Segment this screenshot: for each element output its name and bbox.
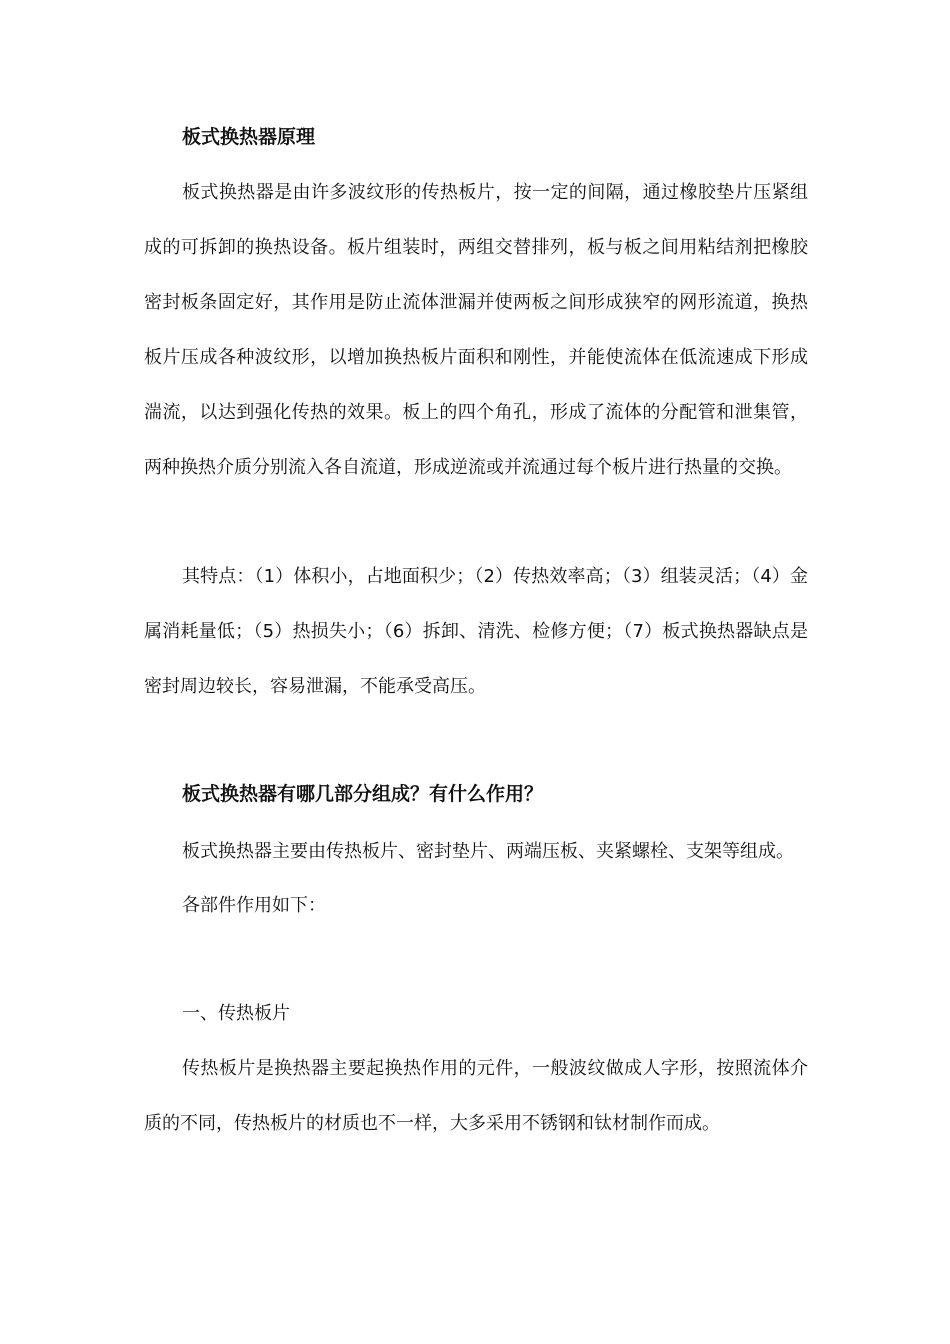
paragraph-principle-description: 板式换热器是由许多波纹形的传热板片，按一定的间隔，通过橡胶垫片压紧组成的可拆卸的换热设备。板片组装时，两组交替排列，板与板之间用粘结剂把橡胶密封板条固定好，其作用是防止流体泄漏并使两板之间形成狭窄的网形流道，换热板片压成各种波纹形，以增加换热板片面积和刚性，并能使流体在低流速成下形成湍流，以达到强化传热的效果。板上的四个角孔，形成了流体的分配管和泄集管，两种换热介质分别流入各自流道，形成逆流或并流通过每个板片进行热量的交换。: [144, 182, 808, 478]
section-heading-components: 板式换热器有哪几部分组成？有什么作用？: [182, 783, 544, 805]
paragraph-heat-transfer-plate: 传热板片是换热器主要起换热作用的元件，一般波纹做成人字形，按照流体介质的不同，传热板片的材质也不一样，大多采用不锈钢和钛材制作而成。: [144, 1058, 808, 1134]
components-intro-line: 板式换热器主要由传热板片、密封垫片、两端压板、夹紧螺栓、支架等组成。: [182, 841, 794, 862]
paragraph-features: 其特点：（1）体积小，占地面积少；（2）传热效率高；（3）组装灵活；（4）金属消耗量低；（5）热损失小；（6）拆卸、清洗、检修方便；（7）板式换热器缺点是密封周边较长，容易泄漏，不能承受高压。: [144, 566, 808, 697]
section-heading-principle: 板式换热器原理: [182, 126, 316, 148]
subsection-heading-heat-transfer-plate: 一、传热板片: [182, 1003, 290, 1024]
components-intro-line-2: 各部件作用如下：: [182, 895, 326, 916]
